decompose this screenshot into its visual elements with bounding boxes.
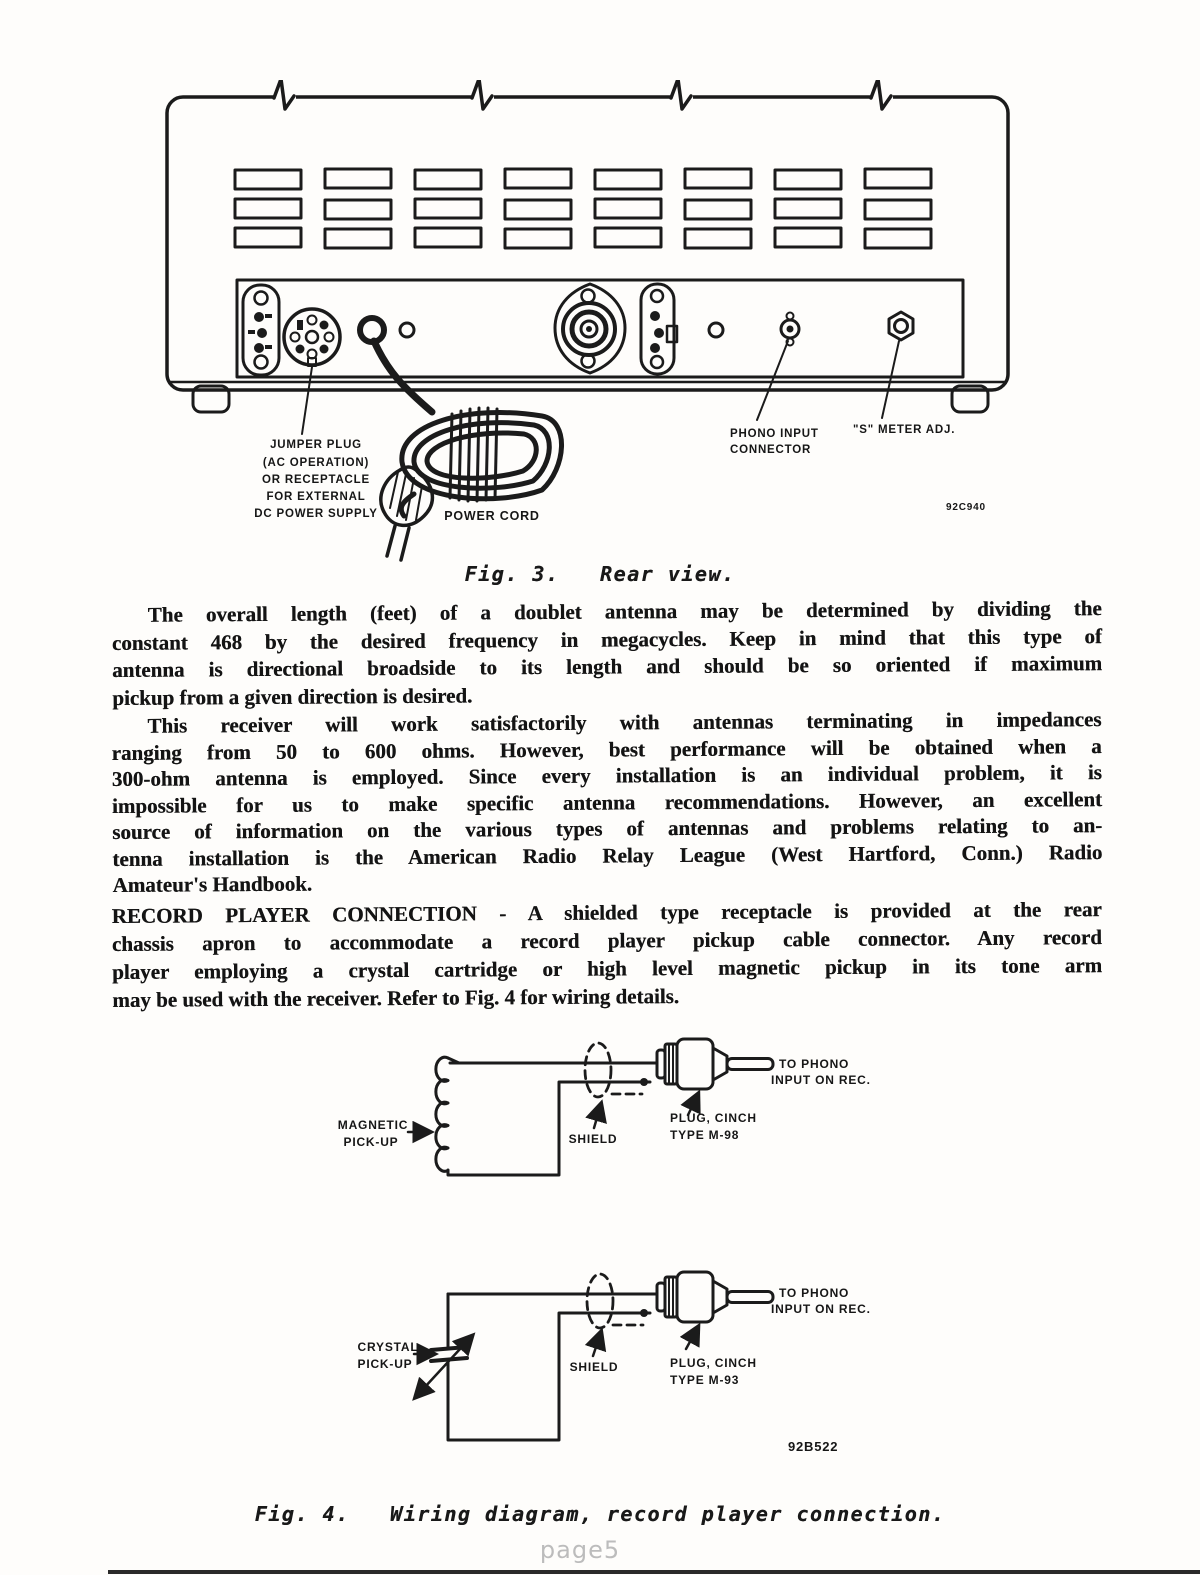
power-connector-plate <box>243 285 279 375</box>
label-jumper-plug <box>254 439 377 520</box>
text-line: 300-ohm antenna is employed. Since every installation is an individual problem, it is <box>111 760 1102 792</box>
svg-text:PICK-UP: PICK-UP <box>343 1135 399 1149</box>
break-marks <box>274 80 893 109</box>
power-plug <box>381 467 433 560</box>
label-shield: SHIELD <box>568 1132 618 1146</box>
fig3-ref-code: 92C940 <box>946 502 986 513</box>
solder-dot <box>640 1309 648 1317</box>
svg-text:TYPE M-98: TYPE M-98 <box>670 1128 740 1142</box>
text-line: ranging from 50 to 600 ohms. However, best performance will be obtained when a <box>111 733 1102 765</box>
text-line: chassis apron to accommodate a record player pickup cable connector. Any record <box>111 925 1102 957</box>
pickup-coil <box>436 1057 459 1171</box>
text-line: source of information on the various types of antennas and problems relating to an- <box>112 813 1103 844</box>
antenna-coax-connector <box>555 284 625 373</box>
solder-dot <box>640 1078 648 1086</box>
paragraph-antenna-impedance <box>111 706 1102 898</box>
svg-text:OR RECEPTACLE: OR RECEPTACLE <box>262 474 370 486</box>
shield-symbol <box>585 1043 642 1097</box>
scan-edge-line <box>108 1570 1200 1574</box>
shield-symbol <box>587 1274 643 1328</box>
fig4-ref-code: 92B522 <box>788 1439 839 1454</box>
wiring-diagram-crystal <box>358 1272 871 1440</box>
label-to-phono <box>771 1286 871 1316</box>
rca-plug-drawing <box>657 1272 773 1322</box>
svg-text:JUMPER PLUG: JUMPER PLUG <box>270 439 362 451</box>
svg-text:FOR EXTERNAL: FOR EXTERNAL <box>266 491 366 503</box>
label-s-meter-adj: "S" METER ADJ. <box>853 424 956 436</box>
label-crystal-pickup <box>358 1340 419 1371</box>
text-line: RECORD PLAYER CONNECTION - A shielded type receptacle is provided at the rear <box>111 897 1102 929</box>
text-line: The overall length (feet) of a doublet antenna may be determined by dividing the <box>147 596 1102 627</box>
wires <box>448 1294 657 1440</box>
ventilation-slots <box>235 169 931 248</box>
svg-text:(AC OPERATION): (AC OPERATION) <box>262 457 370 469</box>
panel-hole <box>400 323 414 337</box>
power-cord-drawing <box>374 341 562 560</box>
text-line: player employing a crystal cartridge or high level magnetic pickup in its tone arm <box>112 953 1103 984</box>
text-line: This receiver will work satisfactorily with antennas terminating in impedances <box>147 707 1102 738</box>
pointer-arrows <box>408 1094 698 1132</box>
paragraph-record-player-connection <box>112 895 1103 1014</box>
wiring-diagram-magnetic <box>338 1039 871 1175</box>
svg-text:INPUT ON REC.: INPUT ON REC. <box>771 1073 871 1087</box>
fig3-rear-view-figure <box>0 80 1200 580</box>
label-to-phono <box>771 1057 871 1087</box>
svg-text:PLUG, CINCH: PLUG, CINCH <box>670 1111 757 1125</box>
text-line: pickup from a given direction is desired. <box>112 682 473 710</box>
leader-lines <box>302 341 899 434</box>
svg-text:CONNECTOR: CONNECTOR <box>730 444 812 456</box>
accessory-connector-plate <box>641 284 677 374</box>
svg-text:PHONO INPUT: PHONO INPUT <box>730 428 819 440</box>
phono-input-connector <box>781 313 799 346</box>
panel-hole <box>709 323 723 337</box>
fig3-caption: Fig. 3. Rear view. <box>464 562 736 586</box>
wires <box>448 1063 657 1175</box>
svg-text:INPUT ON REC.: INPUT ON REC. <box>771 1302 871 1316</box>
text-line: Amateur's Handbook. <box>112 871 313 897</box>
label-plug-type <box>670 1111 757 1142</box>
jumper-plug-socket <box>284 309 340 366</box>
svg-text:TO PHONO: TO PHONO <box>779 1057 850 1071</box>
text-line: constant 468 by the desired frequency in megacycles. Keep in mind that this type of <box>111 623 1102 655</box>
fig4-wiring-figure <box>0 1030 1200 1470</box>
label-shield: SHIELD <box>569 1360 619 1374</box>
text-line: antenna is directional broadside to its length and should be so oriented if maximum <box>112 651 1103 682</box>
text-line: tenna installation is the American Radio Relay League (West Hartford, Conn.) Radio <box>112 839 1103 871</box>
connector-panel <box>237 280 963 377</box>
svg-text:PLUG, CINCH: PLUG, CINCH <box>670 1356 757 1370</box>
label-magnetic-pickup <box>338 1118 408 1149</box>
page-number: page5 <box>539 1536 621 1564</box>
text-line: impossible for us to make specific antenna recommendations. However, an excellent <box>111 786 1103 818</box>
svg-text:MAGNETIC: MAGNETIC <box>337 1118 409 1132</box>
label-phono-input <box>730 428 819 456</box>
label-power-cord: POWER CORD <box>444 509 540 523</box>
svg-text:TO PHONO: TO PHONO <box>779 1286 850 1300</box>
svg-text:CRYSTAL: CRYSTAL <box>357 1340 419 1354</box>
svg-text:TYPE M-93: TYPE M-93 <box>670 1373 740 1387</box>
s-meter-adjust-nut <box>889 312 913 340</box>
svg-text:DC POWER SUPPLY: DC POWER SUPPLY <box>254 508 378 520</box>
text-line: may be used with the receiver. Refer to Fig. 4 for wiring details. <box>112 984 680 1012</box>
paragraph-antenna-length <box>112 595 1103 712</box>
svg-text:PICK-UP: PICK-UP <box>357 1357 413 1371</box>
fig4-caption: Fig. 4. Wiring diagram, record player connection. <box>254 1502 946 1526</box>
label-plug-type <box>670 1356 757 1387</box>
rca-plug-drawing <box>657 1039 773 1089</box>
